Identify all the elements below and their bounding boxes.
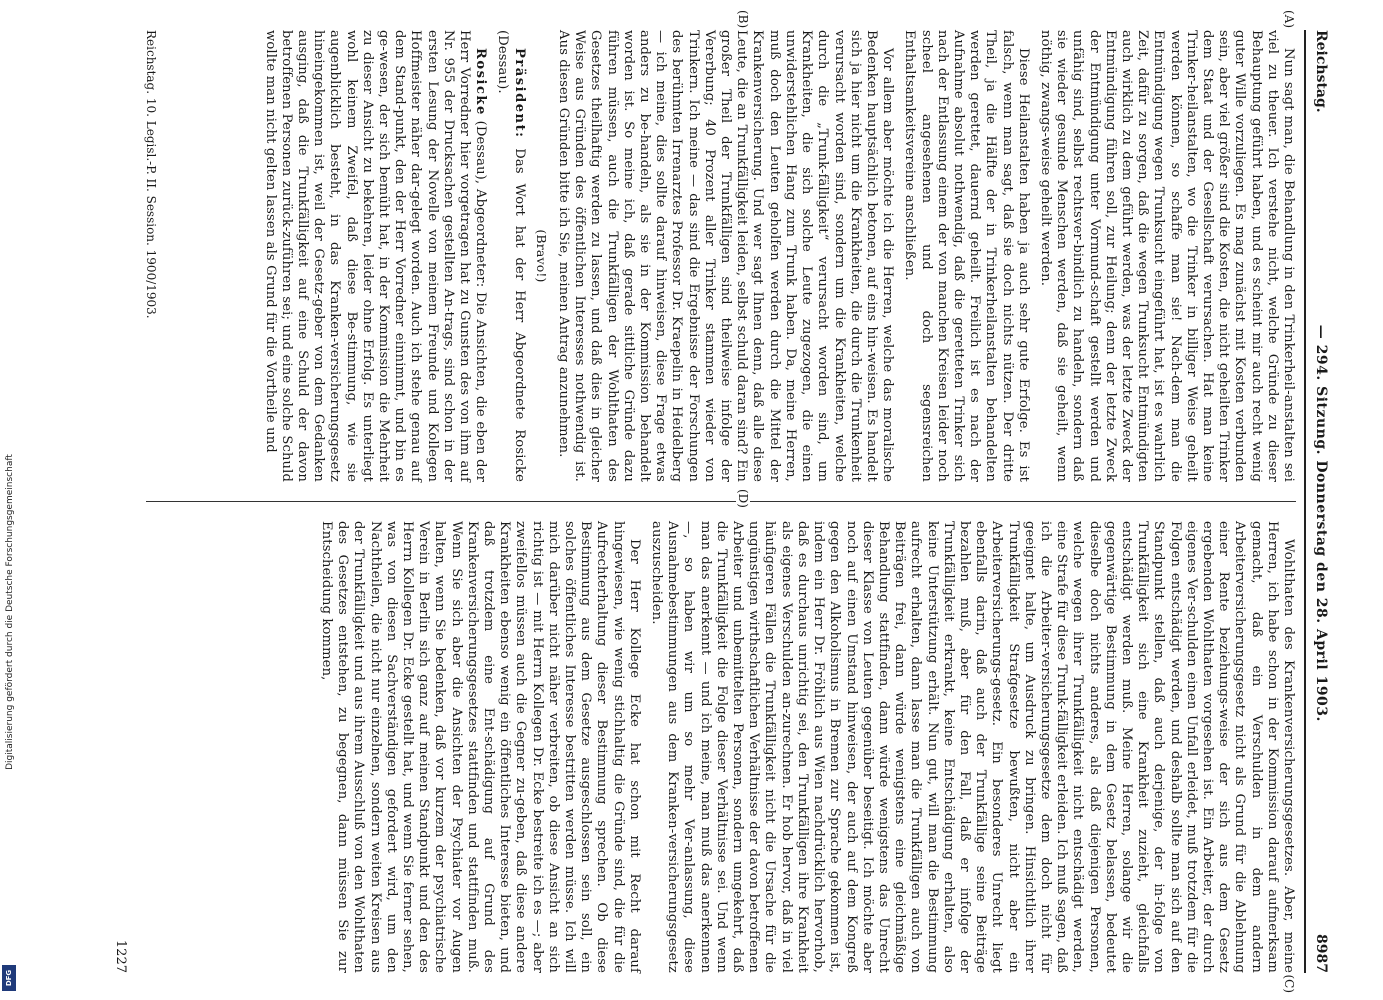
digitization-credit bbox=[0, 0, 20, 1000]
left-paragraph-1: Nun sagt man, die Behandlung in den Trinkerheil-anstalten sei viel zu theuer. Ich verstehe nicht, welche Gründe zu dieser Behauptung geführt haben, und es scheint mir auch recht wenig guter Wille vorzuliegen. Es mag zunächst mit Kosten verbunden sein, aber viel größer sind die Kosten, die nicht geheilten Trinker dem Staat und der Gesellschaft verursachen. Hat man keine Trinker-heilanstalten, wo die Trinker in billiger Weise geheilt werden können, so schaffe man sie! Nach-dem man die Entmündigung wegen Trunksucht eingeführt hat, ist es wahrlich Zeit, dafür zu sorgen, daß die wegen Trunksucht Entmündigten auch wirklich zu dem geführt werden, was der letzte Zweck der Entmündigung führen soll, zur Heilung; denn der letzte Zweck der Entmündigung unter Vormund-schaft gestellt werden und unfähig sind, selbst rechtsver-bindlich zu handeln, sondern daß sie wieder gesunde Menschen werden, daß sie geheilt, wenn nöthig, zwangs-weise geheilt werden. bbox=[1037, 30, 1296, 482]
left-paragraph-5 bbox=[261, 30, 488, 482]
right-paragraph-2: Der Herr Kollege Ecke hat schon mit Recht darauf hingewiesen, wie wenig stichhaltig die Gründe sind, die für die Aufrechterhaltung dieser Bestimmung sprechen. Ob diese Bestimmung aus dem Gesetze ausgeschlossen sein soll, ein solches öffentliches Interesse bestritten werden müsse. Ich will mich darüber nicht näher verbreiten, ob diese Ansicht an sich richtig ist — mit Herrn Kollegen Dr. Ecke bestreite ich es —; aber zweifellos müssen auch die Gegner zu-geben, daß diese andere Krankheiten ebenso wenig ein öffentliches Interesse bieten, und daß trotzdem eine Ent-schädigung auf Grund des Krankenversicherungsgesetzes stattfinden und stattfinden muß. Wenn Sie sich aber die Ansichten der Psychiater vor Augen halten, wenn Sie bedenken, daß vor kurzem der psychiatrische Verein in Berlin sich ganz auf meinen Standpunkt und den des Herrn Kollegen Dr. Ecke gestellt hat, und wenn Sie ferner sehen, was von diesen Sachverständigen gefordert wird, um den Nachtheilen, die nicht nur einzelnen, sondern weiten Kreisen aus der Trunkfälligkeit und aus ihrem Ausschluß von den Wohlthaten des Gesetzes entstehen, zu begegnen, dann müssen Sie zur Entscheidung kommen, bbox=[319, 521, 642, 973]
left-paragraph-2: Diese Heilanstalten haben ja auch sehr gute Erfolge. Es ist falsch, wenn man sagt, daß sie doch nichts nützen. Der dritte Theil, ja die Hälfte der in Trinkerheilanstalten behandelten werden gerettet, dauernd geheilt. Freilich ist es nach der Aufnahme absolut nothwendig, daß die geretteten Trinker sich nach der Entlassung einem der von manchen Kreisen leider noch scheel angesehenen und doch segensreichen Enthaltsamkeitsvereine anschließen. bbox=[902, 30, 1031, 482]
header-center: — 294. Sitzung. Donnerstag den 28. April 1903. bbox=[1313, 324, 1329, 722]
margin-mark-b: (B) bbox=[736, 10, 750, 29]
running-header bbox=[1308, 30, 1334, 973]
header-page-number: 8987 bbox=[1313, 934, 1329, 973]
dfg-logo-text: DFG bbox=[5, 969, 13, 987]
right-column bbox=[146, 521, 1296, 973]
header-left: Reichstag. bbox=[1313, 30, 1329, 113]
speaker-president: Präsident: bbox=[511, 48, 527, 139]
applause-note: (Bravo!) bbox=[533, 229, 549, 283]
page-footer: Reichstag. 10. Legisl.-P. II. Session. 1900/1903. bbox=[144, 30, 158, 319]
page-number: 1227 bbox=[113, 939, 128, 973]
left-paragraph-3: Vor allem aber möchte ich die Herren, welche das moralische Bedenken hauptsächlich betonen, auf eins hin-weisen. Es handelt sich ja hier nicht um die Krankheiten, die durch die Trunkenheit verursacht worden sind, sondern um die Krankheiten, welche durch die „Trunk-fälligkeit“ verursacht worden sind, um Krankheiten, die sich solche Leute zugezogen, die einen unwiderstehlichen Hang zum Trunk haben. Da, meine Herren, muß doch den Leuten geholfen werden durch die Mittel der Krankenversicherung. Und wer sagt Ihnen denn, daß alle diese Leute, die an Trunkfälligkeit leiden, selbst schuld daran sind? Ein großer Theil der Trunkfälligen sind theilweise infolge der Vererbung; 40 Prozent aller Trinker stammen wieder von Trinkern. Ich meine — das sind die Ergebnisse der Forschungen des berühmten Irrenarztes Professor Dr. Kraepelin in Heidelberg — ich meine, dies sollte darauf hinweisen, diese Frage etwas anders zu be-handeln, als sie in der Kommission behandelt worden ist. So meine ich, daß gerade sittliche Gründe dazu führen müssen, auch die Trunkfälligen der Wohlthaten des Gesetzes theilhaftig werden zu lassen, und daß dies in gleicher Weise aus Gründen des öffentlichen Interesses nothwendig ist. Aus diesen Gründen bitte ich Sie, meinen Antrag anzunehmen. bbox=[556, 30, 896, 482]
column-divider bbox=[146, 501, 1296, 502]
dfg-logo bbox=[2, 965, 16, 991]
margin-mark-a: (A) bbox=[1282, 10, 1296, 29]
margin-mark-c: (C) bbox=[1282, 974, 1296, 993]
scanned-page bbox=[75, 10, 1340, 995]
margin-mark-d: (D) bbox=[736, 489, 750, 508]
scanned-page-rotator bbox=[75, 10, 1340, 995]
president-statement: Das Wort hat der Herr Abgeordnete Rosicke (Dessau). bbox=[495, 30, 527, 482]
credit-text: Digitalisierung gefördert durch die Deutsche Forschungsgemeinschaft bbox=[5, 454, 15, 770]
speaker-rosicke: Rosicke bbox=[473, 48, 489, 116]
left-column bbox=[146, 30, 1296, 482]
header-rule bbox=[1304, 30, 1306, 973]
right-paragraph-1: Wohlthaten des Krankenversicherungsgesetzes. Aber, meine Herren, ich habe schon in der Kommission darauf aufmerksam gemacht, daß ein Verschulden in dem andern Arbeiterversicherungsgesetz nicht als Grund für die Ablehnung einer Rente beziehungs-weise der sich aus dem Gesetz ergebenden Wohlthaten vorgesehen ist. Ein Arbeiter, der durch eigenes Ver-schulden einen Unfall erleidet, muß trotzdem für die Folgen entschädigt werden, und deshalb sollte man sich auf den Standpunkt stellen, daß auch derjenige, der in-folge von Trunkfälligkeit sich eine Krankheit zuzieht, gleichfalls entschädigt werden muß. Meine Herren, solange wir die gegenwärtige Bestimmung in dem Gesetz belassen, bedeutet dieselbe doch nichts anderes, als daß diejenigen Personen, welche wegen ihrer Trunkfälligkeit nicht entschädigt werden, eine Strafe für diese Trunk-fälligkeit erleiden. Ich muß sagen, daß ich die Arbeiter-versicherungsgesetze dem doch nicht für geeignet halte, um Ausdruck zu bringen. Hinsichtlich ihrer Trunkfälligkeit Strafgesetze bewußten, nicht aber ein Arbeiterversicherungs-gesetz. Ein besonderes Unrecht liegt ebenfalls darin, daß auch der Trunkfällige seine Beiträge bezahlen muß, aber für den Fall, daß er infolge der Trunkfälligkeit erkrankt, keine Entschädigung erhalten, also keine Unterstützung erhält. Nun gut, will man die Bestimmung aufrecht erhalten, dann lasse man die Trunkfälligen auch von Beiträgen frei, dann würde wenigstens eine gleichmäßige Behandlung stattfinden, dann würde wenigstens das Unrecht dieser Klasse von Leuten gegenüber beseitigt. Ich möchte aber noch auf einen Umstand hinweisen, der auch auf dem Kongreß gegen den Alkoholismus in Bremen zur Sprache gekommen ist, indem ein Herr Dr. Fröhlich aus Wien nachdrücklich hervorhob, daß es durchaus unrichtig sei, den Trunkfälligen ihre Krankheit als eigenes Verschulden an-zurechnen. Er hob hervor, daß in viel häufigeren Fällen die Trunkfälligkeit nicht die Ursache für die ungünstigen wirthschaftlichen Verhältnisse der davon betroffenen Arbeiter und unbemittelten Personen, sondern umgekehrt, daß die Trunkfälligkeit die Folge dieser Verhältnisse sei. Und wenn man das anerkennt — und ich meine, man muß das anerkennen —, so haben wir um so mehr Ver-anlassung, diese Ausnahmebestimmungen aus dem Kranken-versicherungsgesetz auszuscheiden. bbox=[649, 521, 1296, 973]
left-paragraph-4 bbox=[494, 30, 526, 482]
rosicke-speech: (Dessau), Abgeordneter: Die Ansichten, die eben der Herr Vorredner hier vorgetragen hat zu Gunsten des von ihm auf Nr. 955 der Drucksachen gestellten An-trags, sind schon in der ersten Lesung der Novelle von meinem Freunde und Kollegen Hoffmeister näher dar-gelegt worden. Auch ich stehe genau auf dem Stand-punkt, den der Herr Vorredner einnimmt, und bin es ge-wesen, der sich bemüht hat, in der Kommission die Mehrheit zu dieser Ansicht zu bekehren, leider ohne Erfolg. Es unterliegt wohl keinem Zweifel, daß diese Be-stimmung, wie sie augenblicklich besteht, in das Kranken-versicherungsgesetz hineingekommen ist, weil der Gesetz-geber von dem Gedanken ausging, daß die Trunkfälligkeit auf eine Schuld der davon betroffenen Personen zurück-zuführen sei; und eine solche Schuld wollte man nicht gelten lassen als Grund für die Vortheile und bbox=[262, 30, 489, 483]
